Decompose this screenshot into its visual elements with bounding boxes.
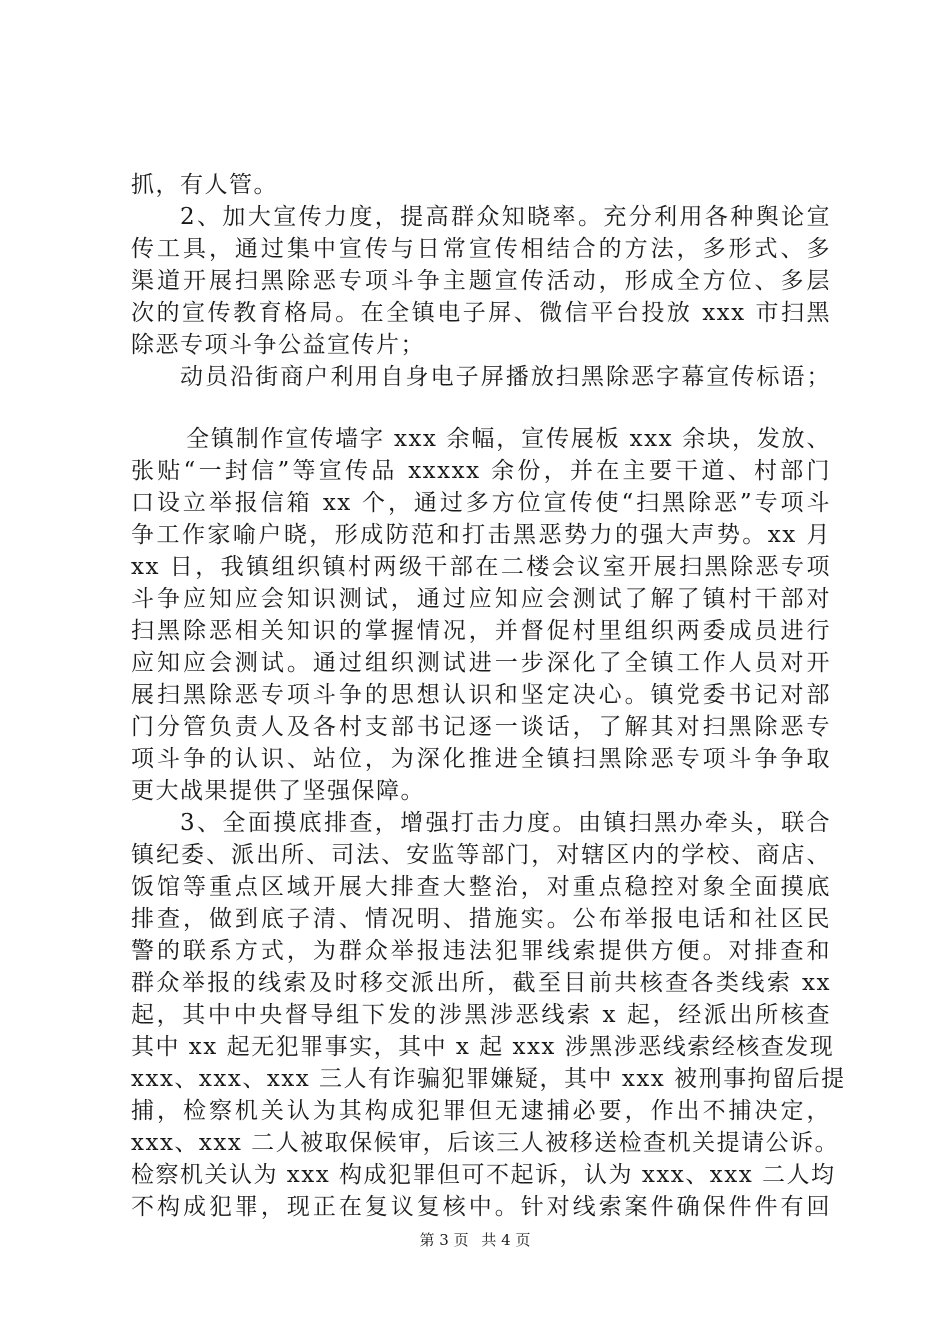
text-line: xx 日，我镇组织镇村两级干部在二楼会议室开展扫黑除恶专项 (131, 554, 831, 580)
text-line: 检察机关认为 xxx 构成犯罪但可不起诉，认为 xxx、xxx 二人均 (131, 1162, 836, 1188)
text-line: 争工作家喻户晓，形成防范和打击黑恶势力的强大声势。xx 月 (131, 522, 831, 548)
text-line: 斗争应知应会知识测试，通过应知应会测试了解了镇村干部对 (131, 586, 831, 612)
text-line: 门分管负责人及各村支部书记逐一谈话，了解其对扫黑除恶专 (131, 714, 831, 740)
page-total: 共 4 页 (481, 1231, 531, 1249)
text-line: 更大战果提供了坚强保障。 (131, 778, 425, 804)
text-line: 张贴“一封信”等宣传品 xxxxx 余份，并在主要干道、村部门 (131, 458, 831, 484)
text-line: 除恶专项斗争公益宣传片； (131, 332, 425, 358)
text-line: 展扫黑除恶专项斗争的思想认识和坚定决心。镇党委书记对部 (131, 682, 831, 708)
page-number: 第 3 页 (419, 1231, 469, 1249)
page-footer (0, 1230, 950, 1250)
text-line: 动员沿街商户利用自身电子屏播放扫黑除恶字幕宣传标语； (180, 364, 831, 390)
text-line: 2、加大宣传力度，提高群众知晓率。充分利用各种舆论宣 (180, 204, 831, 230)
text-line: 传工具，通过集中宣传与日常宣传相结合的方法，多形式、多 (131, 236, 831, 262)
text-line: 其中 xx 起无犯罪事实，其中 x 起 xxx 涉黑涉恶线索经核查发现 (131, 1034, 835, 1060)
text-line: 群众举报的线索及时移交派出所，截至目前共核查各类线索 xx (131, 970, 831, 996)
text-line: 捕，检察机关认为其构成犯罪但无逮捕必要，作出不捕决定， (131, 1098, 831, 1124)
text-line: 饭馆等重点区域开展大排查大整治，对重点稳控对象全面摸底 (131, 874, 831, 900)
text-line: 口设立举报信箱 xx 个，通过多方位宣传使“扫黑除恶”专项斗 (131, 490, 831, 516)
text-line: 全镇制作宣传墙字 xxx 余幅，宣传展板 xxx 余块，发放、 (186, 426, 831, 452)
text-line: 次的宣传教育格局。在全镇电子屏、微信平台投放 xxx 市扫黑 (131, 300, 831, 326)
text-line: 应知应会测试。通过组织测试进一步深化了全镇工作人员对开 (131, 650, 831, 676)
text-line: 项斗争的认识、站位，为深化推进全镇扫黑除恶专项斗争争取 (131, 746, 831, 772)
text-line: xxx、xxx 二人被取保候审，后该三人被移送检查机关提请公诉。 (131, 1130, 840, 1156)
text-line: 起，其中中央督导组下发的涉黑涉恶线索 x 起，经派出所核查 (131, 1002, 831, 1028)
text-line: 排查，做到底子清、情况明、措施实。公布举报电话和社区民 (131, 906, 831, 932)
text-line: 镇纪委、派出所、司法、安监等部门，对辖区内的学校、商店、 (131, 842, 831, 868)
text-line: 渠道开展扫黑除恶专项斗争主题宣传活动，形成全方位、多层 (131, 268, 831, 294)
text-line: 警的联系方式，为群众举报违法犯罪线索提供方便。对排查和 (131, 938, 831, 964)
text-line: 扫黑除恶相关知识的掌握情况，并督促村里组织两委成员进行 (131, 618, 831, 644)
text-line: 不构成犯罪，现正在复议复核中。针对线索案件确保件件有回 (131, 1194, 831, 1220)
text-line: 3、全面摸底排查，增强打击力度。由镇扫黑办牵头，联合 (180, 810, 831, 836)
text-line: xxx、xxx、xxx 三人有诈骗犯罪嫌疑，其中 xxx 被刑事拘留后提 (131, 1066, 846, 1092)
text-line: 抓，有人管。 (131, 172, 278, 198)
